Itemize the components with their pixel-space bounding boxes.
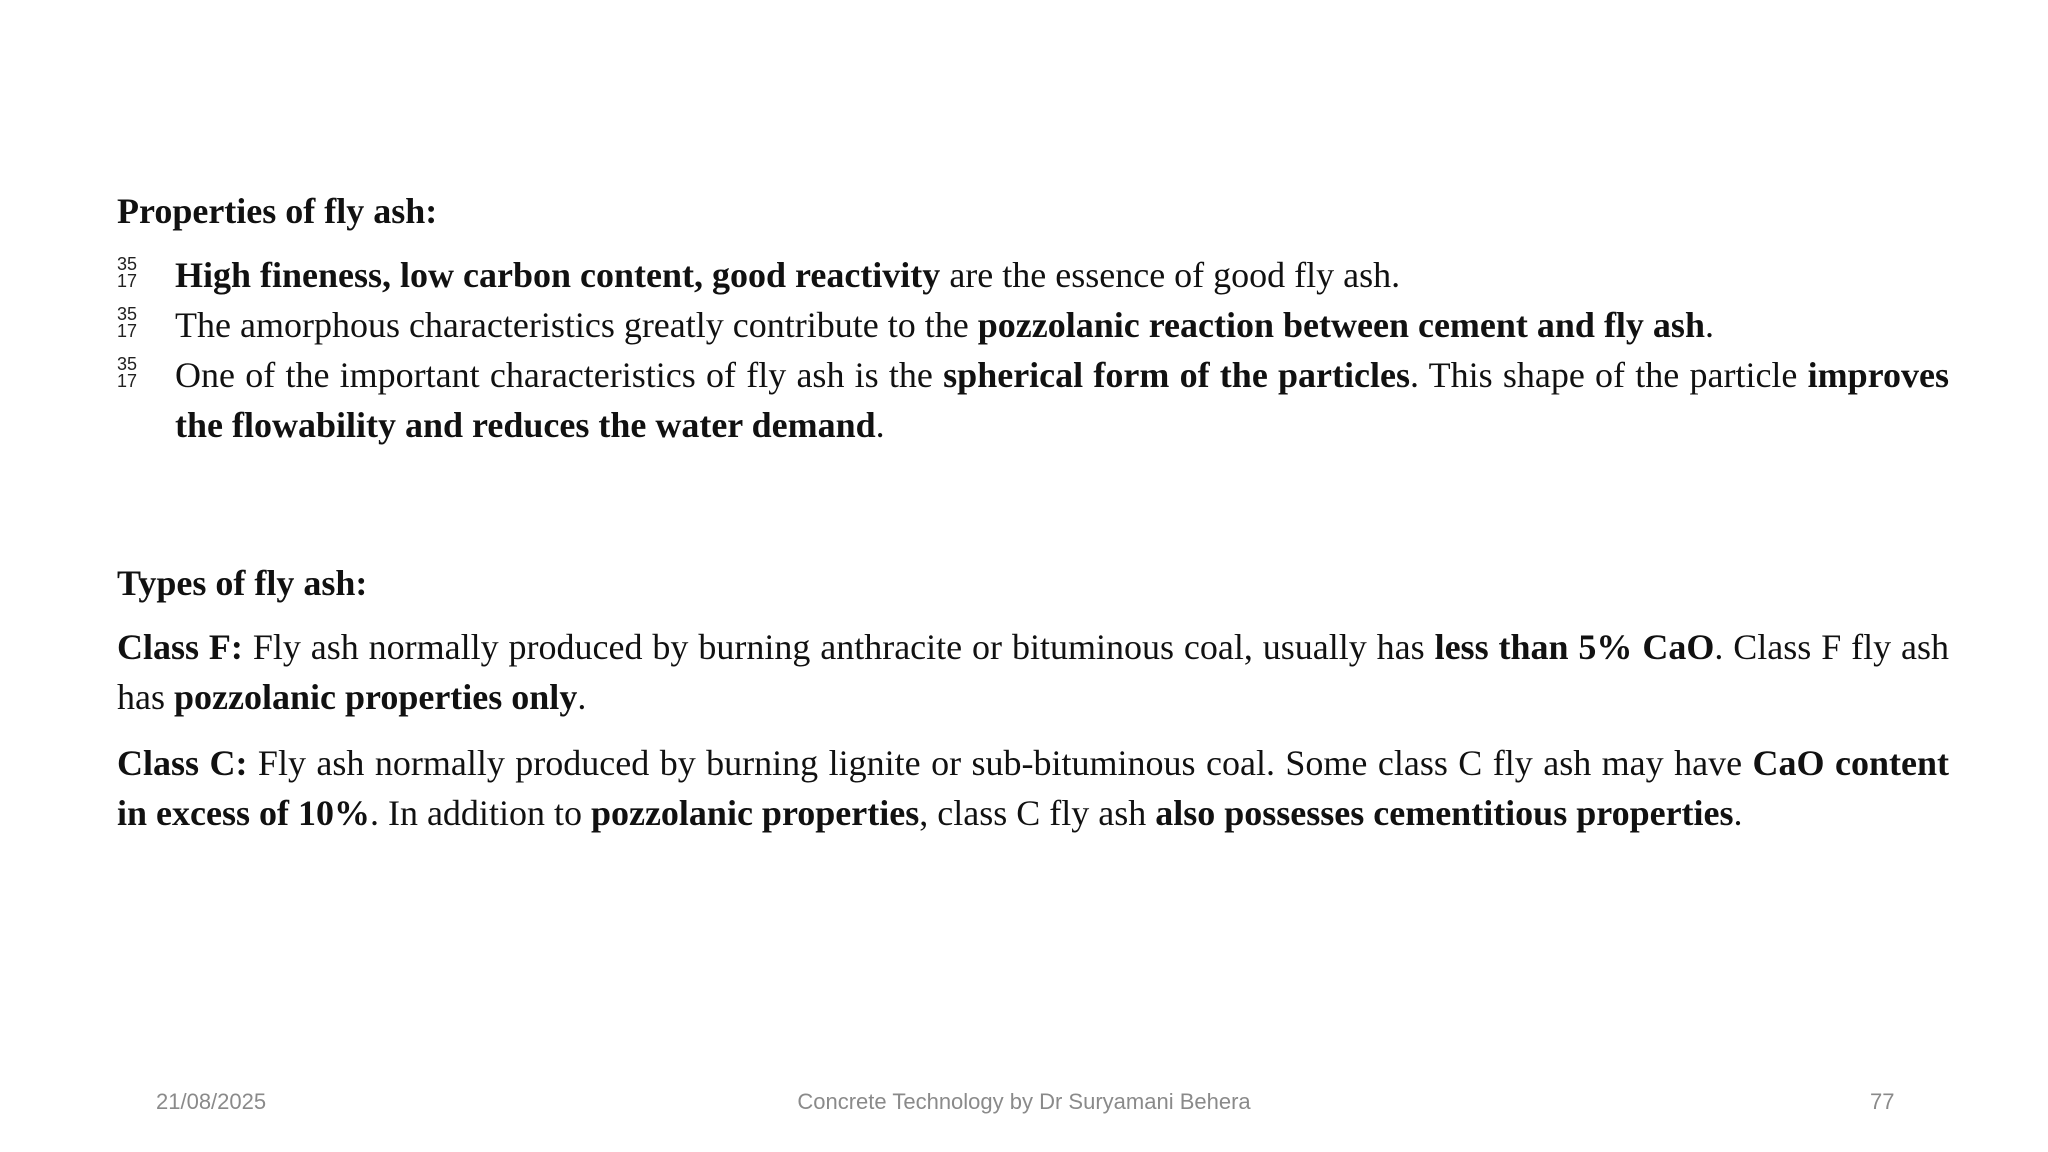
list-item (117, 250, 1949, 300)
bullet-marker-icon: 35 17 (117, 304, 138, 341)
bold-text: pozzolanic properties (590, 793, 920, 833)
class-c-paragraph (117, 738, 1949, 838)
body-text: are the essence of good fly ash. (940, 255, 1401, 295)
body-text: . In addition to (369, 793, 591, 833)
bold-text: also possesses cementitious properties (1155, 793, 1734, 833)
bold-text: CaO content in excess of 10% (117, 743, 1949, 833)
bullet-marker-icon: 35 17 (117, 354, 138, 391)
body-text: The amorphous characteristics greatly contribute to the (175, 305, 978, 345)
slide-content (117, 186, 1949, 854)
list-item (117, 300, 1949, 350)
properties-heading: Properties of fly ash: (117, 191, 438, 231)
footer-date: 21/08/2025 (156, 1089, 267, 1114)
footer-title: Concrete Technology by Dr Suryamani Behera (797, 1089, 1251, 1114)
body-text: , class C fly ash (919, 793, 1156, 833)
page-number: 77 (1870, 1089, 1895, 1114)
body-text: . Class F fly ash has (117, 627, 1950, 717)
class-f-paragraph (117, 622, 1949, 722)
body-text: . (1704, 305, 1714, 345)
bold-text: High fineness, low carbon content, good reactivity (175, 255, 941, 295)
body-text: . (875, 405, 885, 445)
body-text: Fly ash normally produced by burning lignite or sub-bituminous coal. Some class C fly ash may have (247, 743, 1753, 783)
bold-text: improves the flowability and reduces the water demand (175, 355, 1949, 445)
bold-text: pozzolanic properties only (174, 677, 578, 717)
bold-text: less than 5% CaO (1434, 627, 1715, 667)
body-text: . This shape of the particle (1410, 355, 1808, 395)
section-spacer (117, 450, 1949, 558)
body-text: One of the important characteristics of fly ash is the (175, 355, 944, 395)
bold-text: spherical form of the particles (943, 355, 1410, 395)
types-heading: Types of fly ash: (117, 563, 368, 603)
bold-text: Class C: (117, 743, 248, 783)
properties-list (117, 250, 1949, 450)
body-text: . (577, 677, 587, 717)
body-text: . (1733, 793, 1743, 833)
bold-text: Class F: (117, 627, 243, 667)
bullet-marker-icon: 35 17 (117, 254, 138, 291)
list-item (117, 350, 1949, 450)
body-text: Fly ash normally produced by burning anthracite or bituminous coal, usually has (242, 627, 1435, 667)
bold-text: pozzolanic reaction between cement and fly ash (977, 305, 1705, 345)
